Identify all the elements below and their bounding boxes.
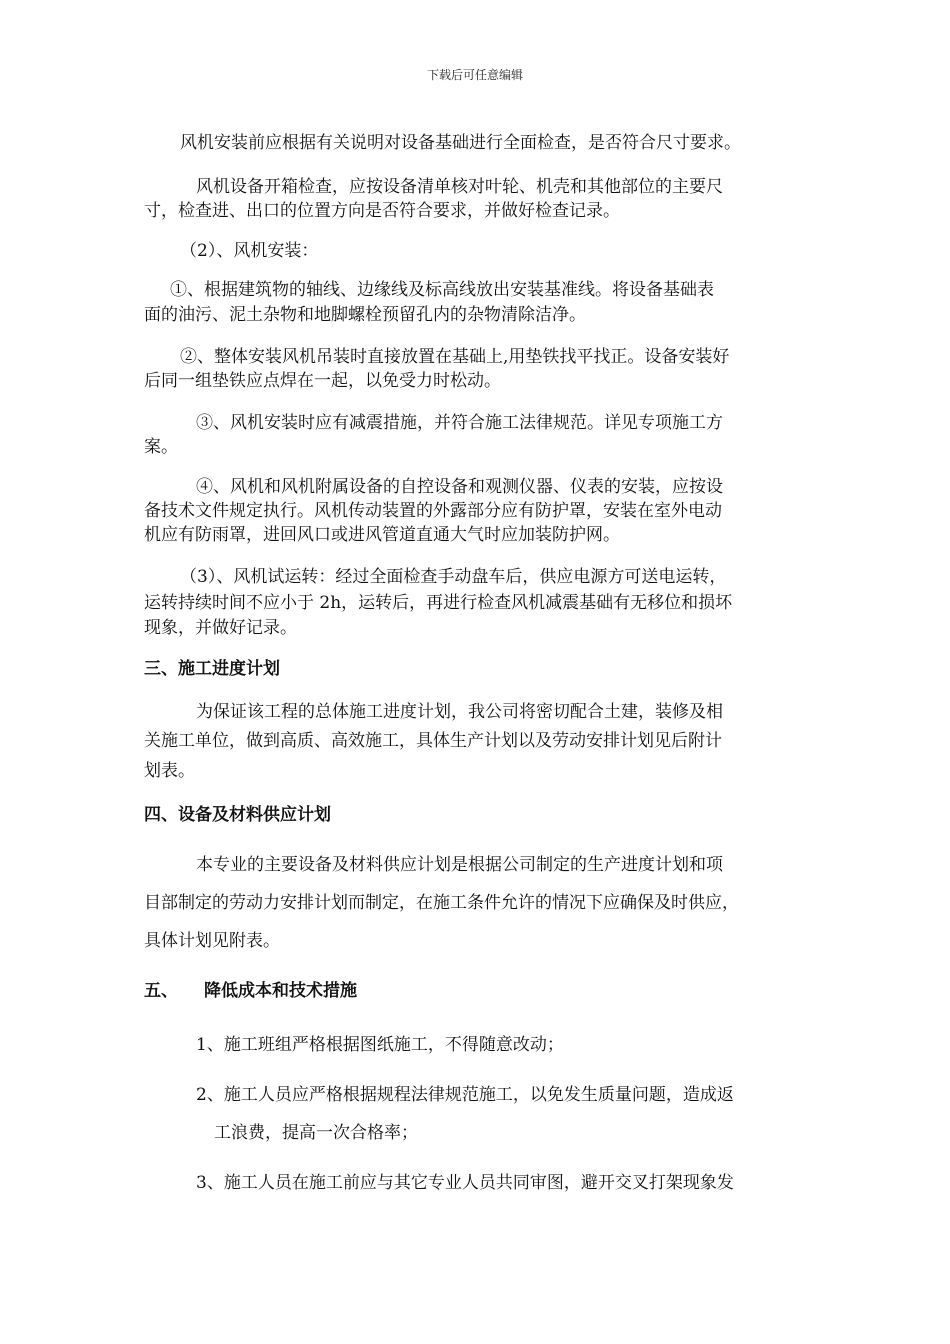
paragraph-line: 现象，并做好记录。	[144, 618, 297, 638]
list-item: 3、施工人员在施工前应与其它专业人员共同审图，避开交叉打架现象发	[196, 1173, 734, 1193]
paragraph-line: 为保证该工程的总体施工进度计划，我公司将密切配合土建，装修及相	[196, 702, 723, 722]
paragraph-line: （2）、风机安装：	[180, 241, 319, 261]
section-heading-number: 五、	[144, 981, 178, 1001]
paragraph-line: 风机安装前应根据有关说明对设备基础进行全面检查，是否符合尺寸要求。	[180, 133, 741, 153]
paragraph-line: 目部制定的劳动力安排计划而制定，在施工条件允许的情况下应确保及时供应，	[144, 893, 739, 913]
paragraph-line: 划表。	[144, 761, 195, 781]
section-heading: 降低成本和技术措施	[204, 981, 357, 1001]
paragraph-line: ②、整体安装风机吊装时直接放置在基础上,用垫铁找平找正。设备安装好	[180, 347, 730, 367]
paragraph-line: 风机设备开箱检查，应按设备清单核对叶轮、机壳和其他部位的主要尺	[196, 177, 723, 197]
paragraph-line: 本专业的主要设备及材料供应计划是根据公司制定的生产进度计划和项	[196, 855, 723, 875]
paragraph-line: （3）、风机试运转：经过全面检查手动盘车后，供应电源方可送电运转，	[180, 567, 727, 587]
paragraph-line: ①、根据建筑物的轴线、边缘线及标高线放出安装基准线。将设备基础表	[170, 280, 714, 300]
paragraph-line: 案。	[144, 437, 178, 457]
paragraph-line: 机应有防雨罩，进回风口或进风管道直通大气时应加装防护网。	[144, 525, 620, 545]
list-item: 2、施工人员应严格根据规程法律规范施工，以免发生质量问题，造成返	[196, 1085, 734, 1105]
paragraph-line: 寸，检查进、出口的位置方向是否符合要求，并做好检查记录。	[144, 201, 620, 221]
paragraph-line: 面的油污、泥土杂物和地脚螺栓预留孔内的杂物清除洁净。	[144, 305, 586, 325]
paragraph-line: 备技术文件规定执行。风机传动装置的外露部分应有防护罩，安装在室外电动	[144, 501, 722, 521]
list-item: 1、施工班组严格根据图纸施工，不得随意改动；	[196, 1035, 564, 1055]
section-heading: 四、设备及材料供应计划	[144, 805, 331, 825]
paragraph-line: ④、风机和风机附属设备的自控设备和观测仪器、仪表的安装，应按设	[196, 477, 723, 497]
section-heading: 三、施工进度计划	[144, 659, 280, 679]
paragraph-line: ③、风机安装时应有减震措施，并符合施工法律规范。详见专项施工方	[196, 413, 723, 433]
paragraph-line: 关施工单位，做到高质、高效施工，具体生产计划以及劳动安排计划见后附计	[144, 731, 722, 751]
paragraph-line: 运转持续时间不应小于 2h，运转后，再进行检查风机减震基础有无移位和损坏	[144, 593, 733, 613]
page-header: 下载后可任意编辑	[426, 68, 523, 82]
paragraph-line: 后同一组垫铁应点焊在一起，以免受力时松动。	[144, 371, 501, 391]
list-item-continuation: 工浪费，提高一次合格率；	[214, 1123, 418, 1143]
paragraph-line: 具体计划见附表。	[144, 931, 280, 951]
